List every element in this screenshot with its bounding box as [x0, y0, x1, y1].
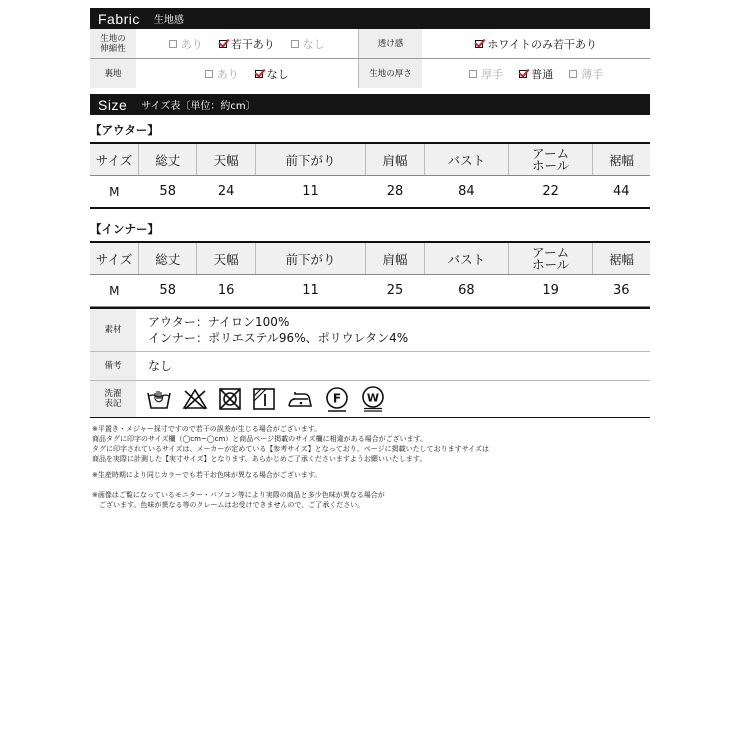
header-cell: アーム ホール — [509, 143, 593, 176]
care-label-line1: 洗濯 — [104, 389, 122, 399]
value-cell: 58 — [139, 176, 197, 209]
option-label: あり — [180, 37, 203, 51]
header-cell: 前下がり — [255, 143, 366, 176]
checked-checkbox-icon — [219, 40, 227, 48]
sheer-option-white-only[interactable] — [475, 36, 597, 52]
size-cell: M — [90, 176, 139, 209]
note-line: ※画像はご覧になっているモニター・パソコン等により実際の商品と多少色味が異なる場合が — [92, 491, 385, 499]
option-label: 普通 — [531, 67, 554, 81]
remarks-value: なし — [148, 359, 173, 373]
material-line-outer: アウター：ナイロン100% — [148, 315, 290, 329]
value-cell: 11 — [255, 176, 366, 209]
option-label: 厚手 — [481, 67, 504, 81]
stretch-option-slight[interactable] — [219, 36, 275, 52]
material-row — [90, 309, 650, 352]
header-cell: 前下がり — [255, 242, 366, 275]
care-icons — [136, 381, 386, 417]
value-cell: 22 — [509, 176, 593, 209]
note-line: ※平置き・メジャー採寸ですので若干の誤差が生じる場合がございます。 — [92, 425, 322, 433]
material-value — [136, 309, 408, 351]
checkbox-icon — [569, 70, 577, 78]
stretch-options — [136, 29, 358, 58]
header-cell: サイズ — [90, 242, 139, 275]
table-header-row — [90, 143, 650, 176]
care-row — [90, 381, 650, 418]
header-cell: 肩幅 — [366, 242, 424, 275]
stretch-option-none[interactable] — [291, 36, 325, 52]
value-cell: 11 — [255, 275, 366, 307]
value-cell: 58 — [139, 275, 197, 307]
fabric-row-lining — [90, 59, 650, 88]
option-label: なし — [266, 67, 289, 81]
size-title: Size — [98, 96, 128, 113]
note-line: ※生産時期により同じカラーでも若干お色味が異なる場合がございます。 — [92, 471, 322, 479]
checkbox-icon — [291, 40, 299, 48]
checkbox-icon — [169, 40, 177, 48]
option-label: ホワイトのみ若干あり — [487, 37, 598, 51]
thickness-options — [422, 59, 650, 88]
table-row — [90, 176, 650, 209]
value-cell: 25 — [366, 275, 424, 307]
note-line: 商品を実際に計測した【実寸サイズ】となります。あらかじめご了承くださいますようお願いいたします。 — [92, 455, 427, 463]
checkbox-icon — [469, 70, 477, 78]
header-cell: 裾幅 — [593, 242, 650, 275]
thickness-option-normal[interactable] — [519, 66, 553, 82]
value-cell: 28 — [366, 176, 424, 209]
thickness-option-thick[interactable] — [469, 66, 503, 82]
outer-size-table — [90, 142, 650, 209]
size-header — [90, 94, 650, 115]
spec-sheet — [90, 8, 650, 418]
no-bleach-icon — [182, 387, 208, 411]
lining-option-ari[interactable] — [205, 66, 239, 82]
fabric-title: Fabric — [98, 10, 140, 27]
note-line: タグに印字されているサイズは、メーカーが定めている【参考サイズ】となっており、ページに掲載いたしておりますサイズは — [92, 445, 490, 453]
remarks-label: 備考 — [90, 352, 136, 380]
inner-heading: 【インナー】 — [90, 222, 159, 236]
header-cell: バスト — [424, 242, 508, 275]
sheer-label: 透け感 — [358, 29, 423, 58]
header-cell: 裾幅 — [593, 143, 650, 176]
stretch-option-ari[interactable] — [169, 36, 203, 52]
wet-clean-w-icon — [360, 386, 386, 412]
header-cell: 総丈 — [139, 242, 197, 275]
remarks-row — [90, 352, 650, 381]
hand-wash-icon — [146, 387, 172, 411]
option-label: 薄手 — [581, 67, 604, 81]
svg-text:W: W — [366, 391, 380, 405]
value-cell: 68 — [424, 275, 508, 307]
fabric-subtitle: 生地感 — [153, 15, 184, 26]
lining-option-none[interactable] — [255, 66, 289, 82]
value-cell: 19 — [509, 275, 593, 307]
header-cell: アーム ホール — [509, 242, 593, 275]
material-line-inner: インナー：ポリエステル96%、ポリウレタン4% — [148, 331, 409, 345]
low-iron-icon — [286, 387, 314, 411]
outer-heading: 【アウター】 — [90, 123, 159, 137]
lining-options — [136, 59, 358, 88]
value-cell: 24 — [197, 176, 255, 209]
stretch-label-line1: 生地の — [100, 33, 126, 44]
value-cell: 16 — [197, 275, 255, 307]
note-line: 商品タグに印字のサイズ欄（◯cm~◯cm）と商品ページ掲載のサイズ欄に相違がある場合がございます。 — [92, 435, 428, 443]
header-cell: 天幅 — [197, 242, 255, 275]
table-header-row — [90, 242, 650, 275]
fabric-row-stretch — [90, 29, 650, 59]
care-label-line2: 表記 — [104, 399, 122, 409]
material-label: 素材 — [90, 309, 136, 351]
lining-label: 裏地 — [90, 59, 136, 88]
notes-block-3 — [92, 490, 385, 510]
note-line: ございます。色味が異なる等のクレームはお受けできませんので、ご了承ください。 — [92, 501, 365, 509]
size-cell: M — [90, 275, 139, 307]
header-cell: 天幅 — [197, 143, 255, 176]
option-label: 若干あり — [230, 37, 275, 51]
value-cell: 36 — [593, 275, 650, 307]
checked-checkbox-icon — [519, 70, 527, 78]
table-row — [90, 275, 650, 307]
thickness-option-thin[interactable] — [569, 66, 603, 82]
stretch-label — [90, 29, 136, 58]
stretch-label-line2: 伸縮性 — [100, 43, 126, 54]
care-label — [90, 381, 136, 417]
value-cell: 44 — [593, 176, 650, 209]
header-cell: 総丈 — [139, 143, 197, 176]
option-label: あり — [216, 67, 239, 81]
inner-size-table — [90, 241, 650, 307]
checked-checkbox-icon — [255, 70, 263, 78]
value-cell: 84 — [424, 176, 508, 209]
checked-checkbox-icon — [475, 40, 483, 48]
header-cell: バスト — [424, 143, 508, 176]
fabric-header — [90, 8, 650, 29]
sheer-options — [422, 29, 650, 58]
header-cell: サイズ — [90, 143, 139, 176]
line-dry-shade-icon — [252, 387, 276, 411]
option-label: なし — [302, 37, 325, 51]
notes-block-1 — [92, 424, 489, 464]
notes-block-2 — [92, 470, 321, 480]
thickness-label: 生地の厚さ — [358, 59, 423, 88]
header-cell: 肩幅 — [366, 143, 424, 176]
svg-text:F: F — [332, 391, 342, 406]
no-tumble-dry-icon — [218, 387, 242, 411]
dry-clean-f-icon — [324, 386, 350, 412]
size-subtitle: サイズ表〔単位：約cm〕 — [141, 101, 256, 112]
product-info — [90, 307, 650, 418]
checkbox-icon — [205, 70, 213, 78]
